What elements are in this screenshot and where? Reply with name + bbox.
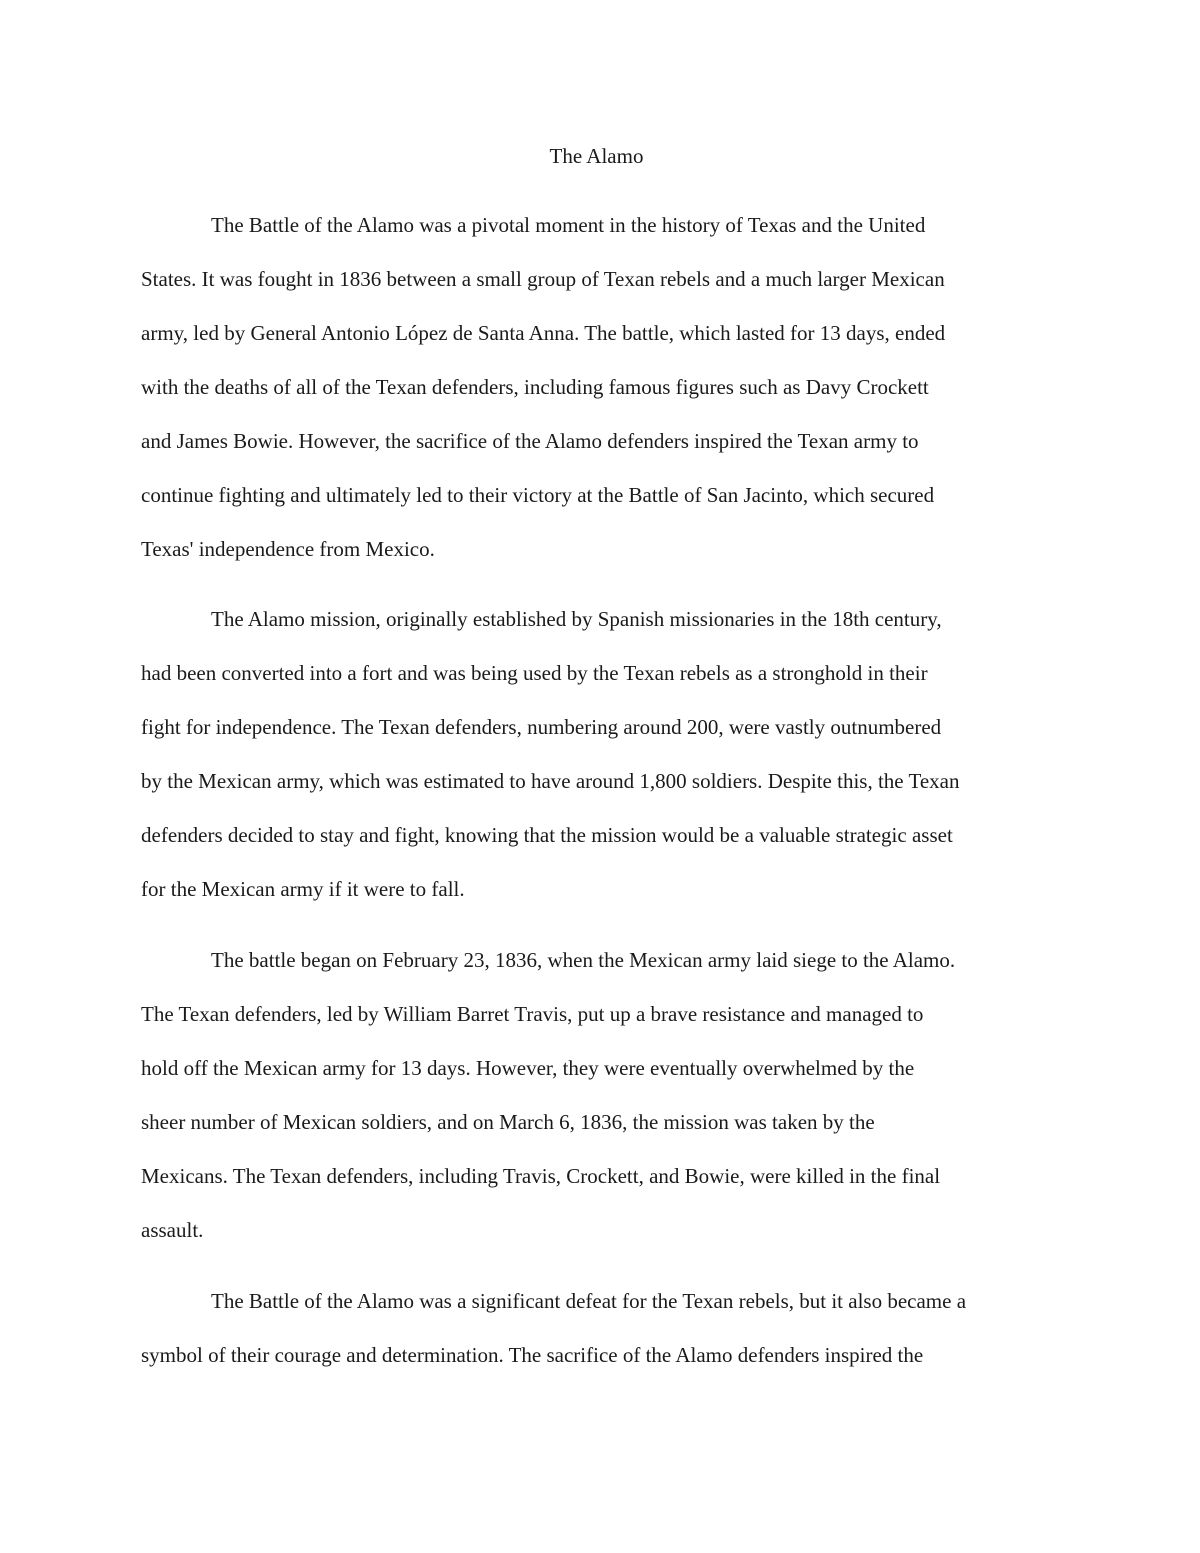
paragraph-2-line-4: by the Mexican army, which was estimated to have around 1,800 soldiers. Despite this, the Texan — [141, 769, 960, 793]
paragraph-3-line-3: hold off the Mexican army for 13 days. However, they were eventually overwhelmed by the — [141, 1056, 915, 1080]
paragraph-1-line-1: The Battle of the Alamo was a pivotal moment in the history of Texas and the United — [211, 213, 926, 237]
paragraph-3-line-2: The Texan defenders, led by William Barret Travis, put up a brave resistance and managed to — [141, 1002, 924, 1026]
paragraph-2-line-5: defenders decided to stay and fight, knowing that the mission would be a valuable strategic asset — [141, 823, 953, 847]
document-title: The Alamo — [549, 144, 644, 168]
paragraph-1-line-3: army, led by General Antonio López de Santa Anna. The battle, which lasted for 13 days, ended — [141, 321, 946, 345]
paragraph-3-line-1: The battle began on February 23, 1836, when the Mexican army laid siege to the Alamo. — [211, 948, 956, 972]
paragraph-3-line-5: Mexicans. The Texan defenders, including Travis, Crockett, and Bowie, were killed in the final — [141, 1164, 941, 1188]
paragraph-1-line-2: States. It was fought in 1836 between a small group of Texan rebels and a much larger Mexican — [141, 267, 945, 291]
paragraph-4-line-1: The Battle of the Alamo was a significant defeat for the Texan rebels, but it also became a — [211, 1289, 967, 1313]
paragraph-1-line-7: Texas' independence from Mexico. — [141, 537, 435, 561]
paragraph-1-line-6: continue fighting and ultimately led to their victory at the Battle of San Jacinto, which secured — [141, 483, 935, 507]
paragraph-3-line-4: sheer number of Mexican soldiers, and on March 6, 1836, the mission was taken by the — [141, 1110, 875, 1134]
paragraph-3-line-6: assault. — [141, 1218, 204, 1242]
paragraph-4-line-2: symbol of their courage and determination. The sacrifice of the Alamo defenders inspired the — [141, 1343, 924, 1367]
paragraph-2-line-2: had been converted into a fort and was being used by the Texan rebels as a stronghold in their — [141, 661, 928, 685]
paragraph-1-line-4: with the deaths of all of the Texan defenders, including famous figures such as Davy Crockett — [141, 375, 929, 399]
paragraph-2-line-6: for the Mexican army if it were to fall. — [141, 877, 465, 901]
paragraph-2-line-3: fight for independence. The Texan defenders, numbering around 200, were vastly outnumbered — [141, 715, 942, 739]
paragraph-2-line-1: The Alamo mission, originally established by Spanish missionaries in the 18th century, — [211, 607, 942, 631]
paragraph-1-line-5: and James Bowie. However, the sacrifice of the Alamo defenders inspired the Texan army to — [141, 429, 919, 453]
